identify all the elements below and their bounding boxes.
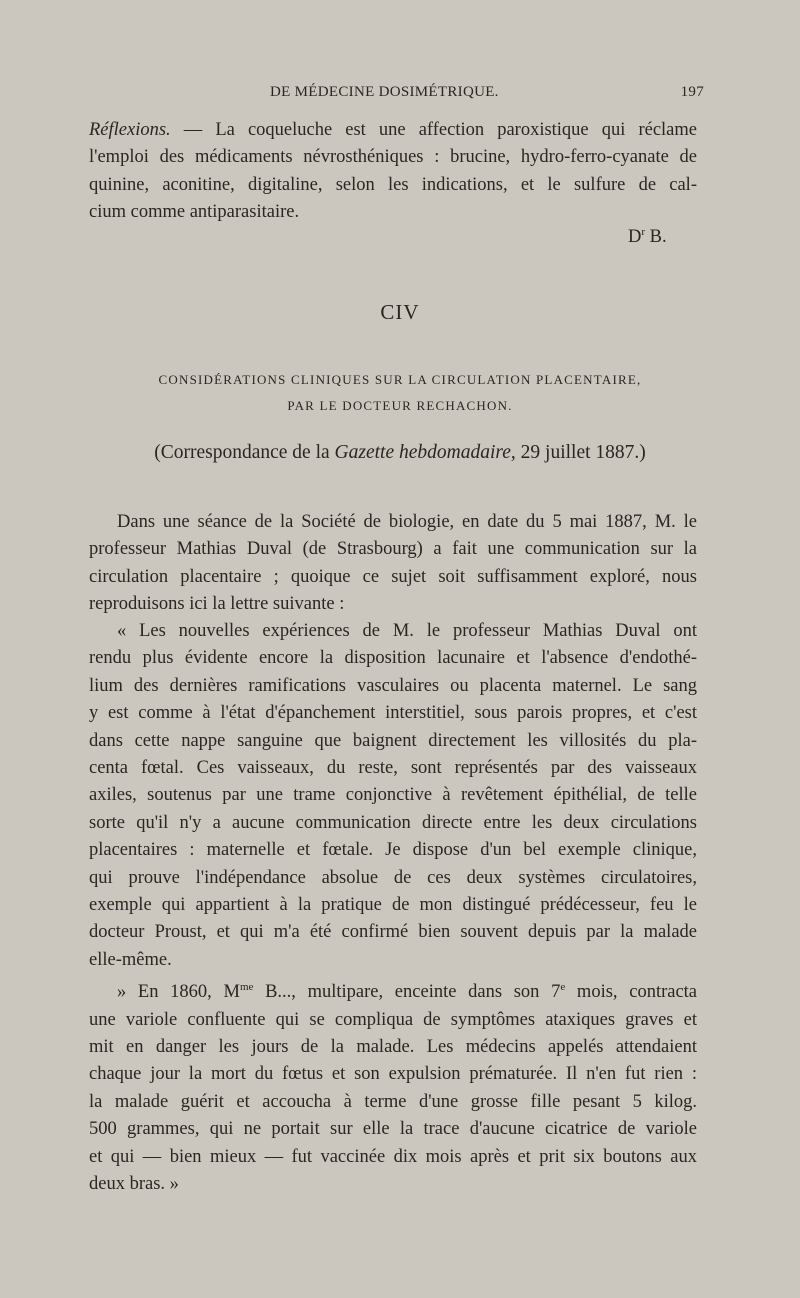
running-head <box>270 84 704 106</box>
page-number: 197 <box>680 84 704 100</box>
text-line: elle-même. <box>89 949 172 970</box>
text-line: centa fœtal. Ces vaisseaux, du reste, sont représentés par des vaisseaux <box>89 758 697 779</box>
signature: $D^r$ B. <box>628 226 667 248</box>
text-line: cium comme antiparasitaire. <box>89 202 300 223</box>
text-line: Réflexions. — La coqueluche est une affection paroxistique qui réclame <box>89 120 697 140</box>
text-line: y est comme à l'état d'épanchement interstitiel, sous parois propres, et c'est <box>89 703 697 724</box>
text-line: une variole confluente qui se compliqua de symptômes ataxiques graves et <box>89 1009 697 1030</box>
journal-name: Gazette hebdomadaire <box>334 442 511 463</box>
text-line: » En 1860, $M^{me}$ B..., multipare, enceinte dans son 7e mois, contracta <box>117 981 698 1003</box>
text-line: deux bras. » <box>89 1174 179 1194</box>
text-line: lium des dernières ramifications vasculaires ou placenta maternel. Le sang <box>89 675 697 696</box>
text-line: docteur Proust, et qui m'a été confirmé bien souvent depuis par la malade <box>89 922 697 943</box>
text-line: rendu plus évidente encore la disposition lacunaire et l'absence d'endothé- <box>89 648 697 669</box>
text-line: quinine, aconitine, digitaline, selon les indications, et le sulfure de cal- <box>89 174 697 195</box>
running-title: DE MÉDECINE DOSIMÉTRIQUE. <box>270 84 499 100</box>
text-line: chaque jour la mort du fœtus et son expulsion prématurée. Il n'en fut rien : <box>89 1064 697 1085</box>
text-line: circulation placentaire ; quoique ce sujet soit suffisamment exploré, nous <box>89 566 697 587</box>
paragraph-case <box>89 974 697 1198</box>
reflexions-paragraph <box>89 117 697 227</box>
article-heading: CONSIDÉRATIONS CLINIQUES SUR LA CIRCULATION PLACENTAIRE, <box>158 372 642 387</box>
paragraph-letter <box>89 618 697 974</box>
text-line: placentaires : maternelle et fœtale. Je dispose d'un bel exemple clinique, <box>89 840 697 861</box>
source-citation: (Correspondance de la Gazette hebdomadaire, 29 juillet 1887.) <box>154 442 646 463</box>
text-line: la malade guérit et accoucha à terme d'une grosse fille pesant 5 kilog. <box>89 1091 697 1112</box>
text-line: qui prouve l'indépendance absolue de ces deux systèmes circulatoires, <box>89 867 697 888</box>
text-line: 500 grammes, qui ne portait sur elle la trace d'aucune cicatrice de variole <box>89 1119 697 1140</box>
article-number: CIV <box>380 300 420 324</box>
article-author: PAR LE DOCTEUR RECHACHON. <box>287 398 513 413</box>
paragraph-intro <box>89 509 697 619</box>
text-line: et qui — bien mieux — fut vaccinée dix mois après et prit six boutons aux <box>89 1146 697 1167</box>
text-line: l'emploi des médicaments névrosthéniques : brucine, hydro-ferro-cyanate de <box>89 147 697 168</box>
text-line: exemple qui appartient à la pratique de mon distingué prédécesseur, feu le <box>89 895 697 916</box>
reflexions-label: Réflexions. <box>89 120 171 140</box>
text-line: axiles, soutenus par une trame conjonctive à revêtement épithélial, de telle <box>89 785 697 806</box>
text-line: professeur Mathias Duval (de Strasbourg) a fait une communication sur la <box>89 539 697 560</box>
text-line: « Les nouvelles expériences de M. le professeur Mathias Duval ont <box>117 621 697 641</box>
text-line: mit en danger les jours de la malade. Les médecins appelés attendaient <box>89 1036 697 1057</box>
text-line: reproduisons ici la lettre suivante : <box>89 594 345 615</box>
text-line: sorte qu'il n'y a aucune communication directe entre les deux circulations <box>89 812 697 833</box>
text-line: Dans une séance de la Société de biologie, en date du 5 mai 1887, M. le <box>117 512 697 532</box>
text-line: dans cette nappe sanguine que baignent directement les villosités du pla- <box>89 730 697 751</box>
